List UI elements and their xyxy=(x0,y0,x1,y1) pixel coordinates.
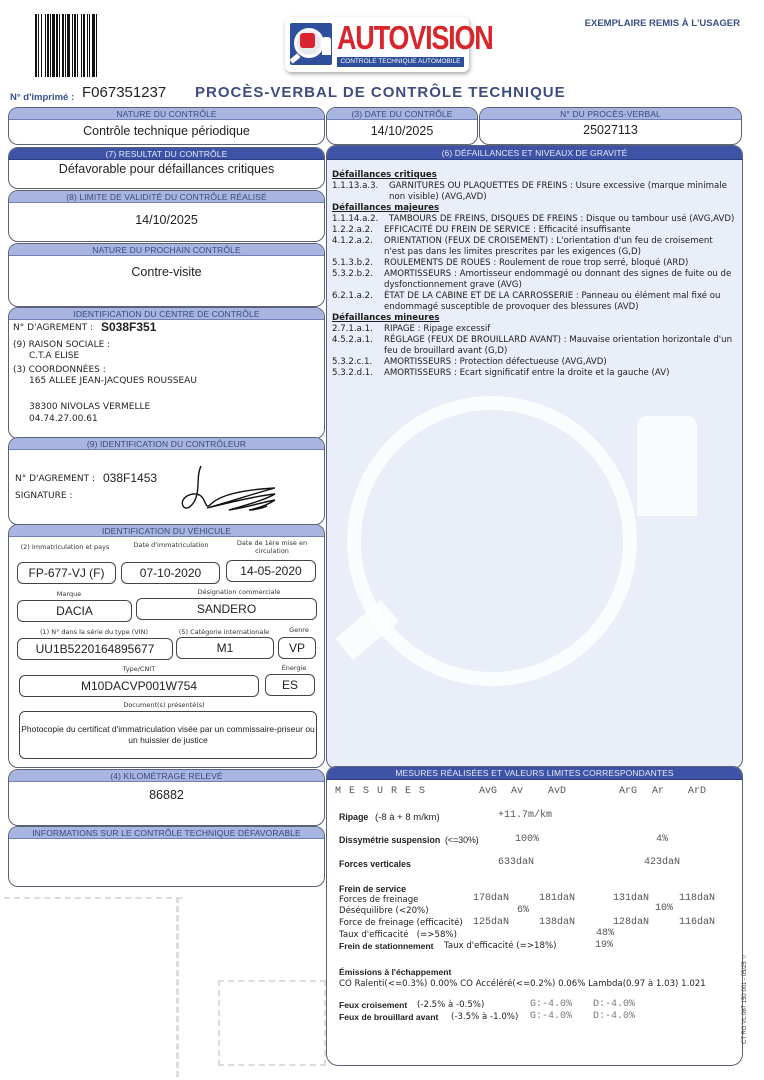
desequilibre-av: 6% xyxy=(517,905,530,916)
feux-brouillard-label: Feux de brouillard avant xyxy=(339,1012,439,1022)
frein-stationnement-label: Frein de stationnement xyxy=(339,941,434,951)
forces-verticales-label: Forces verticales xyxy=(339,859,411,869)
resultat-value: Défavorable pour défaillances critiques xyxy=(58,162,275,176)
defect-code: 5.1.3.b.2. xyxy=(332,258,373,268)
defect-code: 5.3.2.d.1. xyxy=(332,368,373,378)
defect-row xyxy=(332,258,736,269)
col-ard: ArD xyxy=(688,786,707,797)
critiques-title: Défaillances critiques xyxy=(332,170,437,180)
numero-pv-box xyxy=(479,107,742,145)
prochain-controle-box xyxy=(8,243,325,307)
designation-label: Désignation commerciale xyxy=(197,588,281,596)
ripage-av: +11.7m/km xyxy=(498,810,553,821)
signature-label: SIGNATURE : xyxy=(15,491,73,501)
limite-validite-header: (8) LIMITE DE VALIDITÉ DU CONTRÔLE RÉALISÉ xyxy=(9,191,324,203)
defect-text: AMORTISSEURS : Ecart significatif entre la droite et la gauche (AV) xyxy=(384,368,670,378)
feux-croisement-limit: (-2.5% à -0.5%) xyxy=(417,1000,485,1010)
forces-verticales-ar: 423daN xyxy=(644,857,681,868)
defect-row xyxy=(332,181,736,203)
vin-label: (1) N° dans la série du type (VIN) xyxy=(39,628,149,636)
vehicule-box xyxy=(8,524,325,768)
defaillances-box xyxy=(326,145,743,769)
frein-stationnement-taux-value: 19% xyxy=(595,940,614,951)
date-controle-value: 14/10/2025 xyxy=(370,124,434,138)
defaillances-header: (6) DÉFAILLANCES ET NIVEAUX DE GRAVITÉ xyxy=(327,146,742,160)
magnifier-watermark-icon xyxy=(347,396,637,686)
defect-row xyxy=(332,225,736,236)
defect-text: RÉGLAGE (FEUX DE BROUILLARD AVANT) : Mauvaise orientation horizontale d'un feu de brouillard avant (G,D) xyxy=(384,335,733,356)
copy-notice: EXEMPLAIRE REMIS À L'USAGER xyxy=(584,18,740,29)
frein-stationnement-taux-label: Taux d'efficacité (=>18%) xyxy=(444,941,557,951)
categorie-field: M1 xyxy=(176,637,274,659)
address-line2: 38300 NIVOLAS VERMELLE xyxy=(29,402,151,412)
prochain-controle-header: NATURE DU PROCHAIN CONTRÔLE xyxy=(9,244,324,256)
taux-efficacite-value: 48% xyxy=(596,928,615,939)
defect-code: 4.1.2.a.2. xyxy=(332,236,373,246)
defect-row xyxy=(332,269,736,291)
address-line1: 165 ALLEE JEAN-JACQUES ROUSSEAU xyxy=(29,376,197,386)
col-arg: ArG xyxy=(619,786,638,797)
col-avg: AvG xyxy=(479,786,498,797)
resultat-header: (7) RESULTAT DU CONTRÔLE xyxy=(9,148,324,160)
defect-text: TAMBOURS DE FREINS, DISQUES DE FREINS : Disque ou tambour usé (AVG,AVD) xyxy=(389,214,735,224)
marque-field: DACIA xyxy=(17,600,132,622)
mesures-header: MESURES RÉALISÉES ET VALEURS LIMITES CORRESPONDANTES xyxy=(327,767,742,780)
defect-row xyxy=(332,335,736,357)
feux-croisement-d: D:-4.0% xyxy=(593,999,636,1010)
feux-croisement-g: G:-4.0% xyxy=(530,999,573,1010)
resultat-box xyxy=(8,147,325,189)
imprime-label: N° d'imprimé : xyxy=(10,92,75,103)
infos-defavorable-box xyxy=(8,826,325,887)
nature-controle-header: NATURE DU CONTRÔLE xyxy=(9,108,324,120)
magnifier-handle-watermark xyxy=(335,600,399,660)
scan-mark xyxy=(4,897,182,899)
col-avd: AvD xyxy=(548,786,567,797)
ripage-limit: (-8 à + 8 m/km) xyxy=(375,812,440,823)
form-reference: CT RG VL 067 150 001 - 05/25 ☆ xyxy=(742,954,748,1044)
marque-label: Marque xyxy=(56,590,82,598)
date-controle-header: (3) DATE DU CONTRÔLE xyxy=(327,108,477,120)
frein-service-label: Frein de service xyxy=(339,884,406,894)
raison-sociale-value: C.T.A ELISE xyxy=(29,351,80,361)
defect-code: 1.1.13.a.3. xyxy=(332,181,379,191)
defect-text: ORIENTATION (FEUX DE CROISEMENT) : L'orientation d'un feu de croisement n'est pas dans les limites prescrites par les exigences (G,D) xyxy=(384,236,713,257)
documents-label: Document(s) présenté(s) xyxy=(123,701,205,709)
energie-field: ES xyxy=(265,674,315,696)
kilometrage-header: (4) KILOMÉTRAGE RELEVÉ xyxy=(9,770,324,782)
mineures-title: Défaillances mineures xyxy=(332,313,440,323)
mesures-col-title: M E S U R E S xyxy=(335,786,427,797)
vehicule-header: IDENTIFICATION DU VÉHICULE xyxy=(9,525,324,537)
prochain-controle-value: Contre-visite xyxy=(131,265,202,279)
defect-code: 1.2.2.a.2. xyxy=(332,225,373,235)
coordonnees-label: (3) COORDONNÉES : xyxy=(13,365,106,375)
col-ar: Ar xyxy=(652,786,665,797)
mesures-box xyxy=(326,766,743,1066)
defect-row xyxy=(332,214,736,225)
infos-defavorable-header: INFORMATIONS SUR LE CONTRÔLE TECHNIQUE DÉFAVORABLE xyxy=(9,827,324,839)
defect-code: 5.3.2.b.2. xyxy=(332,269,373,279)
controleur-agrement-value: 038F1453 xyxy=(103,471,158,485)
raison-sociale-label: (9) RAISON SOCIALE : xyxy=(13,340,111,350)
date-immat-label: Date d'immatriculation xyxy=(133,541,209,549)
brand-subtitle: CONTROLE TECHNIQUE AUTOMOBILE xyxy=(337,57,464,67)
feux-brouillard-g: G:-4.0% xyxy=(530,1011,573,1022)
ripage-label: Ripage xyxy=(339,812,369,822)
defect-text: AMORTISSEURS : Protection défectueuse (AVG,AVD) xyxy=(384,357,607,367)
dissymetrie-label: Dissymétrie suspension xyxy=(339,835,441,845)
date-mec-field: 14-05-2020 xyxy=(226,560,316,582)
scan-mark xyxy=(176,897,179,1077)
col-av: Av xyxy=(511,786,524,797)
defect-text: EFFICACITÉ DU FREIN DE SERVICE : Efficacité insuffisante xyxy=(384,225,631,235)
defect-row xyxy=(332,368,736,379)
centre-box xyxy=(8,307,325,439)
type-field: M10DACVP001W754 xyxy=(19,675,259,697)
feux-brouillard-limit: (-3.5% à -1.0%) xyxy=(451,1012,519,1022)
energie-label: Énergie xyxy=(281,664,307,672)
desequilibre-label: Déséquilibre (<20%) xyxy=(339,906,429,916)
dissymetrie-av: 100% xyxy=(515,834,540,845)
controleur-header: (9) IDENTIFICATION DU CONTRÔLEUR xyxy=(9,438,324,450)
feux-brouillard-d: D:-4.0% xyxy=(593,1011,636,1022)
majeures-title: Défaillances majeures xyxy=(332,203,440,213)
defect-text: RIPAGE : Ripage excessif xyxy=(384,324,491,334)
documents-field: Photocopie du certificat d'immatriculation visée par un commissaire-priseur ou un huissier de justice xyxy=(19,711,317,759)
defect-code: 2.7.1.a.1. xyxy=(332,324,373,334)
desequilibre-ar: 10% xyxy=(655,903,674,914)
page-title: PROCÈS-VERBAL DE CONTRÔLE TECHNIQUE xyxy=(195,84,566,101)
defect-text: ROULEMENTS DE ROUES : Roulement de roue trop serré, bloqué (ARD) xyxy=(384,258,689,268)
controleur-box xyxy=(8,437,325,525)
scan-mark xyxy=(218,980,326,1066)
feux-croisement-label: Feux croisement xyxy=(339,1000,408,1010)
forces-freinage-avd: 181daN xyxy=(539,893,576,904)
force-efficacite-arg: 128daN xyxy=(613,917,650,928)
date-immat-field: 07-10-2020 xyxy=(121,562,220,584)
limite-validite-value: 14/10/2025 xyxy=(135,213,198,227)
nature-controle-box xyxy=(8,107,325,145)
forces-freinage-ard: 118daN xyxy=(679,893,716,904)
categorie-label: (5) Catégorie internationale xyxy=(178,628,270,636)
barcode xyxy=(35,14,138,77)
defect-row xyxy=(332,236,736,258)
defect-row xyxy=(332,324,736,335)
taux-efficacite-label: Taux d'efficacité (=>58%) xyxy=(339,930,457,940)
force-efficacite-avg: 125daN xyxy=(473,917,510,928)
force-efficacite-ard: 116daN xyxy=(679,917,716,928)
designation-field: SANDERO xyxy=(136,598,317,620)
defect-row xyxy=(332,291,736,313)
numero-pv-value: 25027113 xyxy=(583,123,638,137)
emissions-line: CO Ralenti(<=0.3%) 0.00% CO Accéléré(<=0.2%) 0.06% Lambda(0.97 à 1.03) 1.021 xyxy=(339,979,706,989)
imprime-number: F067351237 xyxy=(82,84,167,101)
immat-label: (2) Immatriculation et pays xyxy=(20,543,110,551)
signature-icon xyxy=(179,460,289,520)
defect-text: GARNITURES OU PLAQUETTES DE FREINS : Usure excessive (marque minimale non visible) (AVG,AVD) xyxy=(389,181,727,202)
phone-number: 04.74.27.00.61 xyxy=(29,414,98,424)
dissymetrie-limit: (<=30%) xyxy=(445,835,479,845)
defect-code: 1.1.14.a.2. xyxy=(332,214,379,224)
immat-field: FP-677-VJ (F) xyxy=(17,562,116,584)
forces-freinage-arg: 131daN xyxy=(613,893,650,904)
car-watermark-icon xyxy=(637,416,697,516)
defect-text: AMORTISSEURS : Amortisseur endommagé ou donnant des signes de fuite ou de dysfonctionnement grave (AVG) xyxy=(384,269,732,290)
magnifier-car-icon xyxy=(290,23,332,65)
defect-code: 6.2.1.a.2. xyxy=(332,291,373,301)
date-mec-label: Date de 1ère mise en circulation xyxy=(236,539,308,555)
forces-verticales-av: 633daN xyxy=(498,857,535,868)
forces-freinage-label: Forces de freinage xyxy=(339,895,419,905)
emissions-label: Émissions à l'échappement xyxy=(339,967,452,977)
kilometrage-box xyxy=(8,769,325,826)
type-label: Type/CNIT xyxy=(122,665,156,673)
centre-agrement-label: N° D'AGREMENT : xyxy=(13,323,93,333)
vin-field: UU1B5220164895677 xyxy=(17,638,173,660)
numero-pv-header: N° DU PROCÈS-VERBAL xyxy=(480,108,741,120)
centre-header: IDENTIFICATION DU CENTRE DE CONTRÔLE xyxy=(9,308,324,320)
defect-row xyxy=(332,357,736,368)
forces-freinage-avg: 170daN xyxy=(473,893,510,904)
kilometrage-value: 86882 xyxy=(149,788,184,802)
nature-controle-value: Contrôle technique périodique xyxy=(83,124,250,138)
brand-name: AUTOVISION xyxy=(337,19,493,56)
centre-agrement-value: S038F351 xyxy=(101,320,157,334)
force-efficacite-avd: 138daN xyxy=(539,917,576,928)
limite-validite-box xyxy=(8,190,325,242)
genre-label: Genre xyxy=(289,626,309,634)
defect-code: 5.3.2.c.1. xyxy=(332,357,373,367)
defect-text: ÉTAT DE LA CABINE ET DE LA CARROSSERIE : Panneau ou élément mal fixé ou endommagé susceptible de provoquer des blessures (AVD) xyxy=(384,291,721,312)
controleur-agrement-label: N° D'AGREMENT : xyxy=(15,474,95,484)
genre-field: VP xyxy=(278,637,316,659)
autovision-logo xyxy=(285,17,493,72)
defaillances-list xyxy=(332,170,736,379)
defect-code: 4.5.2.a.1. xyxy=(332,335,373,345)
dissymetrie-ar: 4% xyxy=(656,834,669,845)
force-efficacite-label: Force de freinage (efficacité) xyxy=(339,918,463,928)
date-controle-box xyxy=(326,107,478,145)
